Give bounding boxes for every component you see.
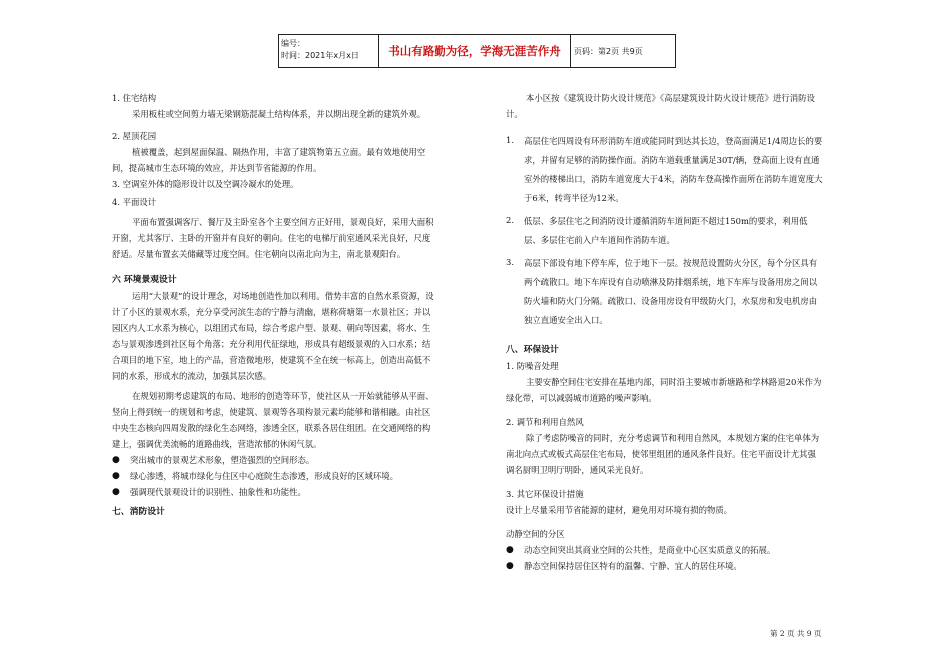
page-header — [278, 34, 676, 68]
para-landscape-2: 在规划初期考虑建筑的布局、地形的创造等环节，使社区从一开始就能够从平面、竖向上得到统一的规划和考虑，使建筑、景观等各项构景元素均能够和谐相融。由社区中央生态核向四周发散的绿化生态网络，渗透全区，联系各居住组团。在交通网络的构建上，强调优美流畅的道路曲线，营造浓郁的休闲气氛。 — [112, 391, 434, 449]
header-code: 编号： — [281, 39, 305, 48]
bullet-icon: ● — [112, 471, 120, 481]
heading-zoning: 动静空间的分区 — [506, 529, 565, 539]
bullet-icon: ● — [112, 455, 120, 465]
header-meta — [279, 35, 379, 67]
para-roof-garden: 植被覆盖，起到屋面保温、隔热作用，丰富了建筑物第五立面。最有效地使用空间，提高城市生态环境的效应，并达到节省能源的作用。 — [112, 147, 426, 173]
bullet-item: ● 强调现代景观设计的识别性、抽象性和功能性。 — [112, 484, 438, 500]
right-column — [506, 90, 824, 574]
bullet-item: ● 动态空间突出其商业空间的公共性，是商业中心区实质意义的拓展。 — [506, 542, 824, 558]
para-landscape-1: 运用“大景观”的设计理念，对场地创造性加以利用。借势丰富的自然水系资源，设计了小区的景观水系，充分享受河滨生态的宁静与清幽，堪称荷塘第一水景社区；并以园区内人工水系为核心，以组团式布局，综合考虑户型、景观、朝向等因素，将水、生态与景观渗透到社区每个角落；充分利用代征绿地，形成具有超级景观的入口水系；结合项目的地下室，地上的产品，营造微地形，使建筑不全在统一标高上，创造出高低不同的水系，形成水的流动，加强其层次感。 — [112, 291, 434, 381]
heading-roof-garden: 2. 屋顶花园 — [112, 131, 157, 141]
bullet-icon: ● — [112, 487, 120, 497]
left-column — [112, 90, 438, 520]
bullet-icon: ● — [506, 545, 514, 555]
bullet-item: ● 静态空间保持居住区特有的温馨、宁静、宜人的居住环境。 — [506, 558, 824, 574]
heading-wind: 2. 调节和利用自然风 — [506, 417, 584, 427]
fire-item-2: 2. 低层、多层住宅之间消防设计遵循消防车道间距不超过150m的要求，利用低层、多层住宅前入户车道间作消防车道。 — [506, 215, 808, 245]
header-time: 时间：2021年x月x日 — [281, 51, 359, 60]
heading-noise: 1. 防噪音处理 — [506, 361, 559, 371]
fire-item-3: 3. 高层下部设有地下停车库，位于地下一层。按规范设置防火分区，每个分区具有两个疏散口。地下车库设有自动喷淋及防排烟系统，地下车库与设备用房之间以防火墙和防火门分隔。疏散口、设备用房设有甲级防火门，水泵房和发电机房由独立直通安全出入口。 — [506, 257, 818, 325]
para-noise: 主要安静空间住宅安排在基地内部，同时沿主要城市新塘路和学林路退20米作为绿化带，可以减弱城市道路的噪声影响。 — [506, 377, 822, 403]
heading-plan: 4. 平面设计 — [112, 197, 157, 207]
para-other-env: 设计上尽量采用节省能源的建材，避免用对环境有损的物质。 — [506, 505, 733, 515]
para-fire-intro: 本小区按《建筑设计防火设计规范》《高层建筑设计防火设计规范》进行消防设计。 — [506, 93, 815, 119]
page-footer: 第 2 页 共 9 页 — [770, 629, 822, 638]
bullet-item: ● 绿心渗透，将城市绿化与住区中心庭院生态渗透，形成良好的区域环境。 — [112, 468, 438, 484]
para-plan: 平面布置强调客厅、餐厅及主卧室各个主要空间方正好用，景观良好，采用大面积开窗，尤其客厅、主卧的开窗并有良好的朝向。住宅的电梯厅前室通风采光良好，尺度舒适。尽量布置玄关储藏等过度空间。住宅朝向以南北向为主，南北景观阳台。 — [112, 217, 434, 259]
fire-item-1: 1. 高层住宅四周设有环形消防车道或能同时到达其长边，登高面满足1/4周边长的要求，并留有足够的消防操作面。消防车道载重量满足30T/辆，登高面上设有直通室外的楼梯出口，消防车道宽度大于4米，消防车登高操作面所在消防车道宽度大于6米，转弯半径为12米。 — [506, 135, 823, 203]
header-page: 页码：第2页 共9页 — [574, 46, 643, 56]
heading-fire: 七、消防设计 — [112, 507, 165, 517]
heading-structure: 1. 住宅结构 — [112, 93, 157, 103]
para-wind: 除了考虑防噪音的同时，充分考虑调节和利用自然风，本规划方案的住宅单体为南北向点式或板式高层住宅布局，使邻里组团的通风条件良好。住宅平面设计尤其强调名厨明卫明厅明卧，通风采光良好。 — [506, 433, 820, 475]
heading-environment: 八、环保设计 — [506, 345, 559, 355]
heading-aircon: 3. 空调室外体的隐形设计以及空调冷凝水的处理。 — [112, 179, 299, 189]
para-structure: 采用板柱或空间剪力墙无梁钢筋混凝土结构体系，并以期出现全新的建筑外观。 — [132, 109, 426, 119]
bullet-item: ● 突出城市的景观艺术形象，塑造强烈的空间形态。 — [112, 452, 438, 468]
heading-other-env: 3. 其它环保设计措施 — [506, 489, 584, 499]
bullet-icon: ● — [506, 561, 514, 571]
heading-landscape: 六 环境景观设计 — [112, 275, 177, 285]
header-motto: 书山有路勤为径，学海无涯苦作舟 — [379, 35, 571, 67]
